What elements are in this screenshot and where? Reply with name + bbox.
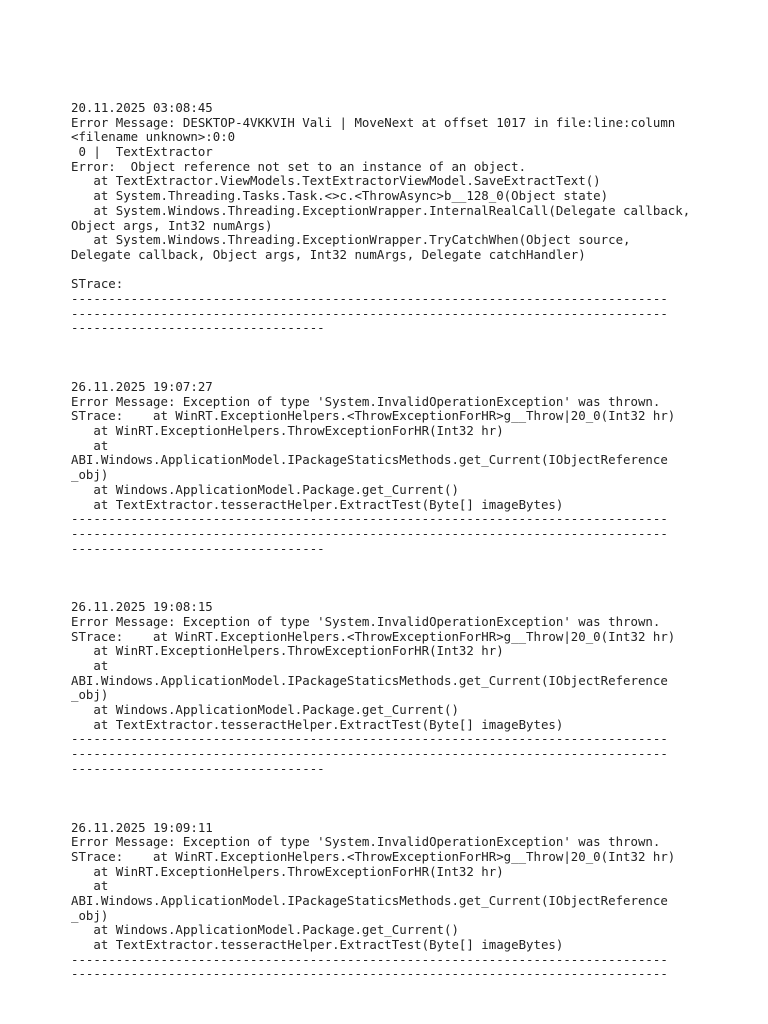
stack-trace-line: at Windows.ApplicationModel.Package.get_Current() <box>71 481 459 497</box>
separator-line: -------------------------------------------------------------------------------- <box>71 290 668 306</box>
stack-trace-line: at TextExtractor.ViewModels.TextExtractorViewModel.SaveExtractText() <box>71 173 601 189</box>
stack-trace-line: at TextExtractor.tesseractHelper.ExtractTest(Byte[] imageBytes) <box>71 937 564 952</box>
log-entry <box>71 380 711 556</box>
stack-trace-line: at TextExtractor.tesseractHelper.ExtractTest(Byte[] imageBytes) <box>71 716 564 732</box>
stack-trace-line: at System.Windows.Threading.ExceptionWrapper.TryCatchWhen(Object source, <box>71 232 631 248</box>
entry-timestamp: 26.11.2025 19:09:11 <box>71 819 213 835</box>
separator-line: -------------------------------------------------------------------------------- <box>71 746 668 762</box>
separator-line: ---------------------------------- <box>71 760 325 776</box>
separator-line: ---------------------------------- <box>71 320 325 336</box>
log-line: <filename unknown>:0:0 <box>71 129 236 145</box>
error-message-line: Error Message: Exception of type 'System.InvalidOperationException' was thrown. <box>71 834 661 850</box>
stack-trace-line: at TextExtractor.tesseractHelper.ExtractTest(Byte[] imageBytes) <box>71 496 564 512</box>
entry-timestamp: 26.11.2025 19:07:27 <box>71 379 213 394</box>
stack-trace-line: ABI.Windows.ApplicationModel.IPackageStaticsMethods.get_Current(IObjectReference <box>71 452 668 468</box>
stack-trace-line: ABI.Windows.ApplicationModel.IPackageStaticsMethods.get_Current(IObjectReference <box>71 672 668 688</box>
stack-trace-line: at System.Windows.Threading.ExceptionWrapper.InternalRealCall(Delegate callback, <box>71 202 691 218</box>
stack-trace-line: at <box>71 878 109 894</box>
stack-trace-line: at WinRT.ExceptionHelpers.ThrowExceptionForHR(Int32 hr) <box>71 863 504 879</box>
entry-gap <box>71 556 711 600</box>
stack-trace-line: at System.Threading.Tasks.Task.<>c.<ThrowAsync>b__128_0(Object state) <box>71 188 609 204</box>
entry-gap <box>71 777 711 821</box>
stack-trace-line: STrace: at WinRT.ExceptionHelpers.<ThrowExceptionForHR>g__Throw|20_0(Int32 hr) <box>71 628 676 644</box>
stack-trace-line: STrace: at WinRT.ExceptionHelpers.<ThrowExceptionForHR>g__Throw|20_0(Int32 hr) <box>71 848 676 864</box>
log-entry <box>71 821 711 983</box>
stack-trace-line: at Windows.ApplicationModel.Package.get_Current() <box>71 702 459 718</box>
separator-line: -------------------------------------------------------------------------------- <box>71 731 668 747</box>
entry-gap <box>71 336 711 380</box>
stack-trace-line: Object args, Int32 numArgs) <box>71 217 273 233</box>
stack-trace-line: at WinRT.ExceptionHelpers.ThrowExceptionForHR(Int32 hr) <box>71 423 504 439</box>
error-message-line: Error Message: Exception of type 'System.InvalidOperationException' was thrown. <box>71 613 661 629</box>
log-entry <box>71 600 711 776</box>
blank-line <box>71 263 711 278</box>
error-message-line: Error Message: Exception of type 'System.InvalidOperationException' was thrown. <box>71 393 661 409</box>
log-line: 0 | TextExtractor <box>71 144 213 160</box>
stack-trace-line: Delegate callback, Object args, Int32 numArgs, Delegate catchHandler) <box>71 246 586 262</box>
error-message-line: Error Message: DESKTOP-4VKKVIH Vali | MoveNext at offset 1017 in file:line:column <box>71 114 676 130</box>
separator-line: -------------------------------------------------------------------------------- <box>71 966 668 982</box>
log-line: Error: Object reference not set to an instance of an object. <box>71 158 527 174</box>
stack-trace-line: ABI.Windows.ApplicationModel.IPackageStaticsMethods.get_Current(IObjectReference <box>71 892 668 908</box>
separator-line: -------------------------------------------------------------------------------- <box>71 511 668 527</box>
stack-trace-line: _obj) <box>71 467 109 483</box>
stack-trace-line: at <box>71 437 109 453</box>
entry-timestamp: 20.11.2025 03:08:45 <box>71 100 213 115</box>
log-document <box>71 101 711 982</box>
stack-trace-line: _obj) <box>71 907 109 923</box>
stack-trace-line: at WinRT.ExceptionHelpers.ThrowExceptionForHR(Int32 hr) <box>71 643 504 659</box>
strace-label: STrace: <box>71 276 124 292</box>
separator-line: ---------------------------------- <box>71 540 325 556</box>
log-entry <box>71 101 711 336</box>
stack-trace-line: at Windows.ApplicationModel.Package.get_Current() <box>71 922 459 938</box>
separator-line: -------------------------------------------------------------------------------- <box>71 525 668 541</box>
stack-trace-line: _obj) <box>71 687 109 703</box>
stack-trace-line: at <box>71 658 109 673</box>
separator-line: -------------------------------------------------------------------------------- <box>71 951 668 967</box>
separator-line: -------------------------------------------------------------------------------- <box>71 305 668 321</box>
entry-timestamp: 26.11.2025 19:08:15 <box>71 599 213 615</box>
stack-trace-line: STrace: at WinRT.ExceptionHelpers.<ThrowExceptionForHR>g__Throw|20_0(Int32 hr) <box>71 408 676 424</box>
